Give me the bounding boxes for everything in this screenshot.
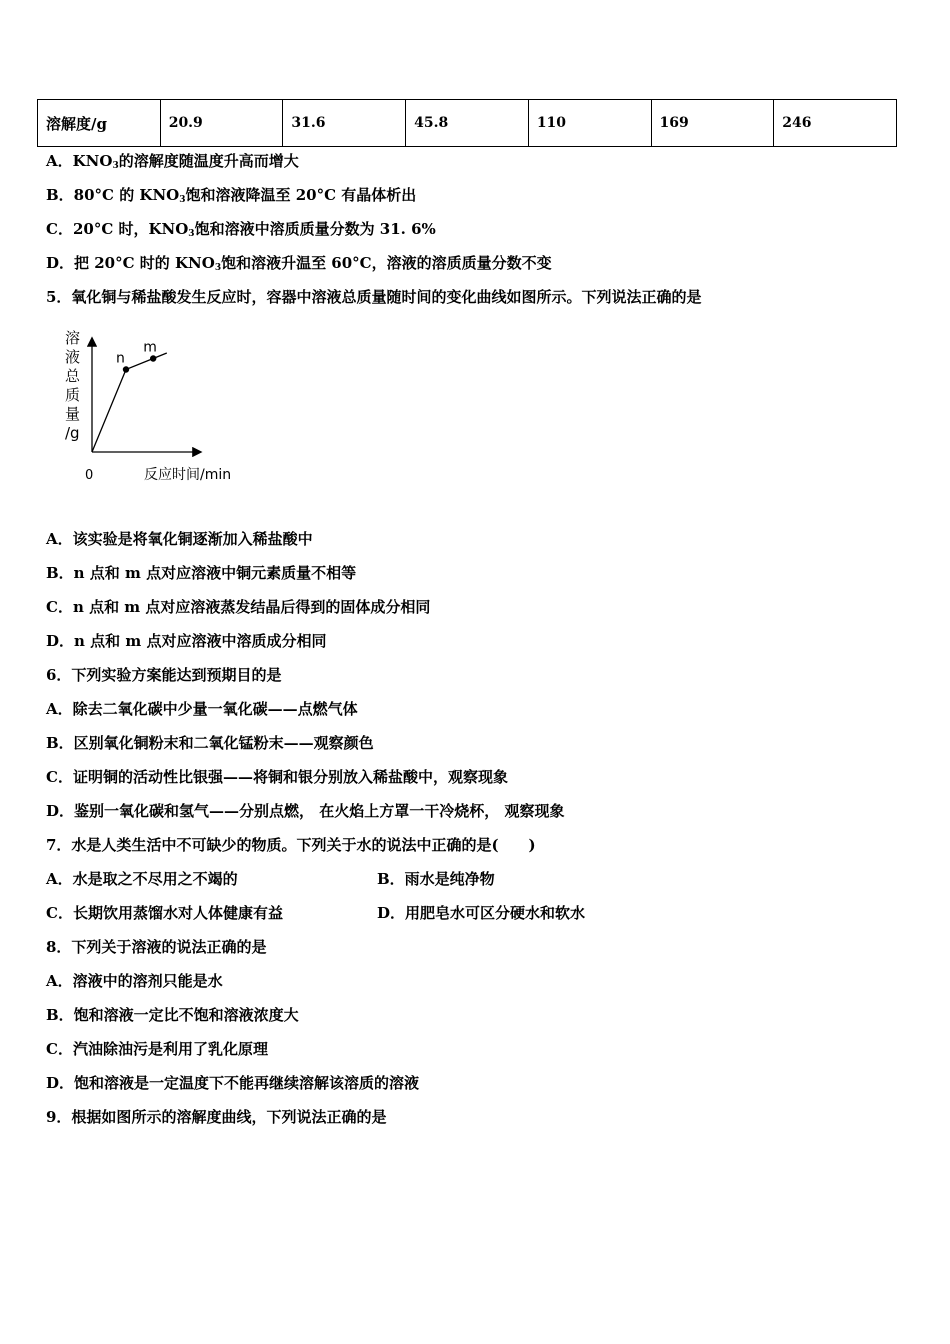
- y-axis-label-char: 总: [65, 367, 81, 385]
- curve-group: [92, 340, 167, 453]
- q5-stem: 5．氧化铜与稀盐酸发生反应时，容器中溶液总质量随时间的变化曲线如图所示。下列说法正确的是: [46, 288, 702, 306]
- q8-option-a: A．溶液中的溶剂只能是水: [46, 972, 223, 990]
- q4-option-b: B．80°C 的 $KNO_3$饱和溶液降温至 20°C 有晶体析出: [46, 186, 417, 205]
- q5-option-a: A．该实验是将氧化铜逐渐加入稀盐酸中: [46, 530, 313, 548]
- y-axis-label-char: 量: [65, 405, 81, 423]
- y-axis-label-char: 液: [65, 348, 81, 366]
- point-n: [123, 366, 129, 372]
- q7-option-c: C．长期饮用蒸馏水对人体健康有益: [46, 904, 283, 922]
- y-axis-label-char: /g: [65, 424, 80, 442]
- table-cell: 31.6: [283, 100, 406, 147]
- table-row: [38, 100, 897, 147]
- q6-option-a: A．除去二氧化碳中少量一氧化碳——点燃气体: [46, 700, 358, 718]
- y-axis-label-char: 溶: [65, 329, 81, 347]
- table-cell: 169: [651, 100, 774, 147]
- q7-option-b: B．雨水是纯净物: [377, 870, 495, 888]
- q4-option-a: A．$KNO_3$的溶解度随温度升高而增大: [46, 152, 299, 171]
- point-label-m: m: [143, 339, 157, 356]
- q8-option-d: D．饱和溶液是一定温度下不能再继续溶解该溶质的溶液: [46, 1074, 420, 1092]
- q4-option-c: C．20°C 时，$KNO_3$饱和溶液中溶质质量分数为 31. 6%: [46, 220, 436, 239]
- q6-option-b: B．区别氧化铜粉末和二氧化锰粉末——观察颜色: [46, 734, 374, 752]
- point-label-n: n: [116, 350, 125, 367]
- table-cell: 45.8: [406, 100, 529, 147]
- q7-option-a: A．水是取之不尽用之不竭的: [46, 870, 238, 888]
- q6-option-c: C．证明铜的活动性比银强——将铜和银分别放入稀盐酸中，观察现象: [46, 768, 508, 786]
- q8-option-c: C．汽油除油污是利用了乳化原理: [46, 1040, 268, 1058]
- chart-svg: [55, 325, 265, 495]
- x-axis-label: 反应时间/min: [144, 467, 232, 483]
- origin-label: 0: [85, 468, 94, 483]
- mass-time-chart: [55, 325, 265, 495]
- q9-stem: 9．根据如图所示的溶解度曲线，下列说法正确的是: [46, 1108, 387, 1126]
- table-row-header: 溶解度/g: [38, 100, 161, 147]
- q6-stem: 6．下列实验方案能达到预期目的是: [46, 666, 282, 684]
- table-cell: 110: [528, 100, 651, 147]
- q8-stem: 8．下列关于溶液的说法正确的是: [46, 938, 267, 956]
- y-label-group: [65, 329, 81, 442]
- q8-option-b: B．饱和溶液一定比不饱和溶液浓度大: [46, 1006, 299, 1024]
- q5-option-d: D．n 点和 m 点对应溶液中溶质成分相同: [46, 632, 327, 650]
- q5-option-c: C．n 点和 m 点对应溶液蒸发结晶后得到的固体成分相同: [46, 598, 431, 616]
- table-cell: 246: [774, 100, 897, 147]
- y-axis-label-char: 质: [65, 386, 81, 404]
- solubility-table: [37, 99, 897, 147]
- point-m: [150, 355, 156, 361]
- q7-stem: 7．水是人类生活中不可缺少的物质。下列关于水的说法中正确的是( ): [46, 836, 536, 854]
- q4-option-d: D．把 20°C 时的 $KNO_3$饱和溶液升温至 60°C，溶液的溶质质量分数不变: [46, 254, 552, 273]
- q6-option-d: D．鉴别一氧化碳和氢气——分别点燃， 在火焰上方罩一干冷烧杯， 观察现象: [46, 802, 565, 820]
- series-line: [92, 350, 167, 452]
- table-cell: 20.9: [160, 100, 283, 147]
- q7-option-d: D．用肥皂水可区分硬水和软水: [377, 904, 586, 922]
- q5-option-b: B．n 点和 m 点对应溶液中铜元素质量不相等: [46, 564, 357, 582]
